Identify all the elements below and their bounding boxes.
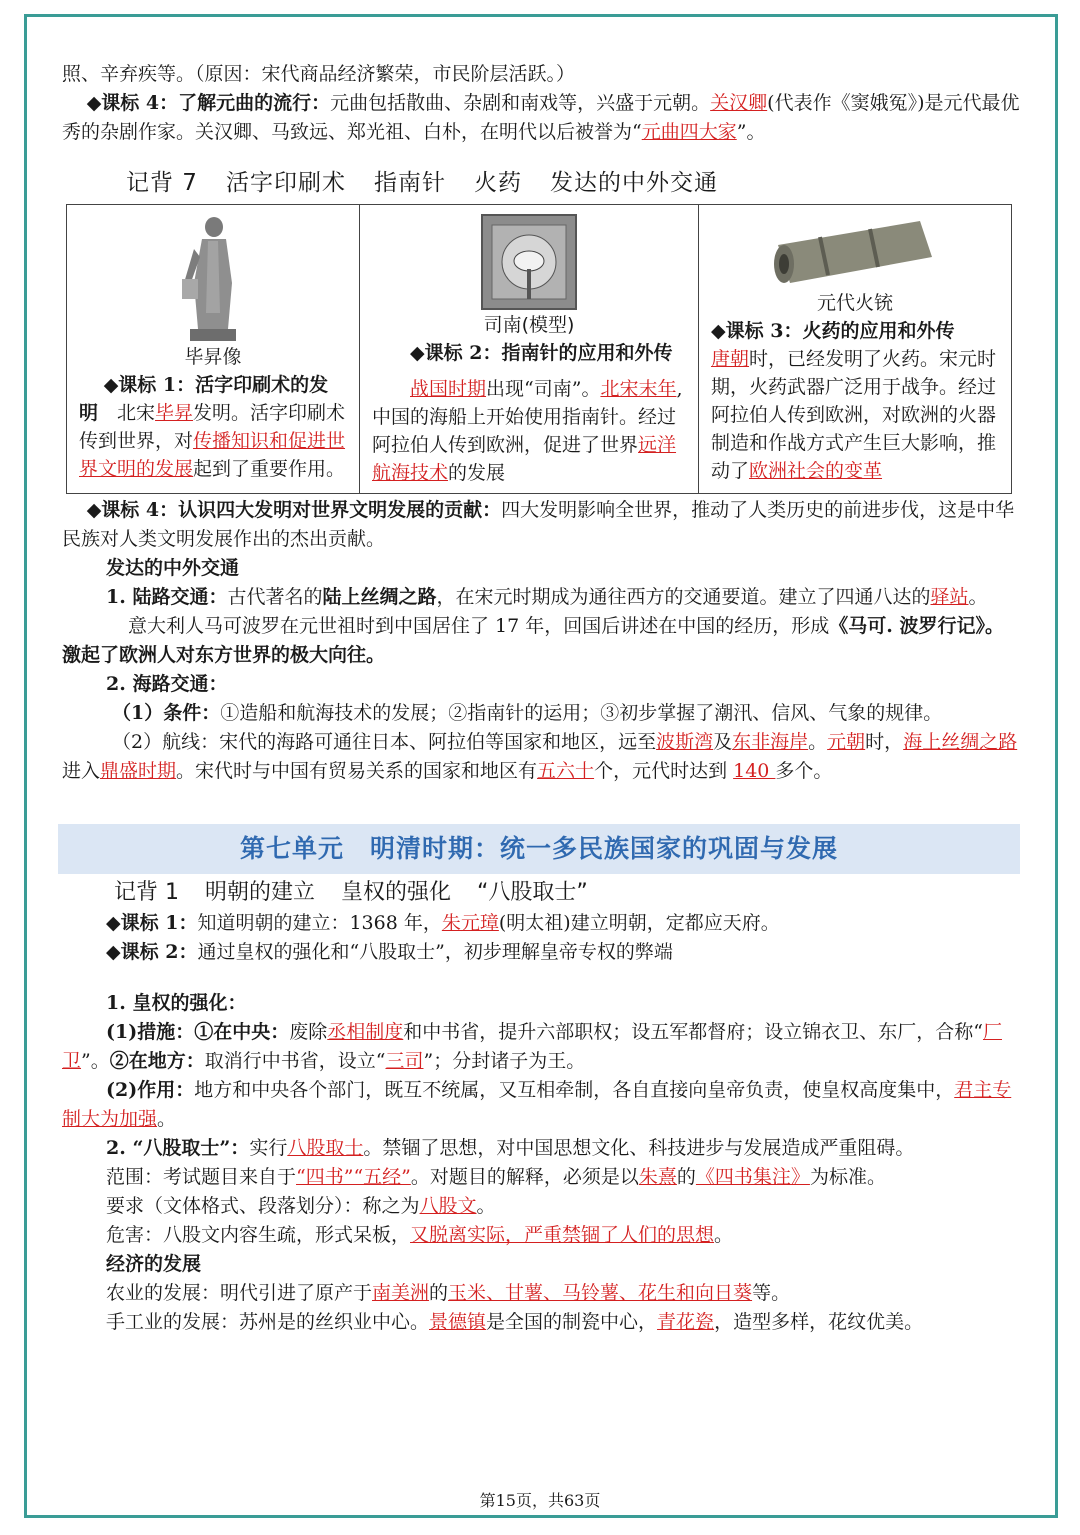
sea-conditions: [62, 699, 1020, 728]
bagu-scope: [62, 1163, 1020, 1192]
sinan-model-image: [480, 213, 578, 311]
compass-label: ◆课标 2：指南针的应用和外传: [410, 342, 673, 364]
u7-kb1-b: (明太祖)建立明朝，定都应天府。: [498, 912, 780, 934]
bagu-harm: [62, 1221, 1020, 1250]
compass-t2: ,中国的海船上开始使用指南针。经过阿拉伯人传到欧洲，促进了世界: [372, 378, 683, 456]
sea-label: 2. 海路交通：: [106, 673, 228, 695]
u7s1-topic-2: 皇权的强化: [341, 880, 452, 905]
bagu-a: 实行: [249, 1137, 288, 1159]
u7-kb1: [62, 909, 1020, 938]
yuan-handgun-image: [770, 213, 940, 289]
compass-t1: 出现“司南”。: [486, 378, 601, 400]
compass-text: [372, 375, 686, 487]
compass-late-song: 北宋末年: [600, 378, 677, 400]
page-footer: 第15页，共63页: [479, 1491, 601, 1510]
agri-c: 等。: [752, 1282, 791, 1304]
measures-label: (1)措施：: [106, 1021, 195, 1043]
measures-changwei: 厂卫: [62, 1021, 1002, 1072]
gunpowder-text: [711, 345, 999, 485]
measures-c: ”。: [81, 1050, 110, 1072]
printing-t3: 起到了重要作用。: [193, 458, 346, 480]
measures-a: 废除: [289, 1021, 328, 1043]
bisheng-statue-image: [178, 213, 248, 343]
measures-d: 取消行中书省，设立“: [204, 1050, 386, 1072]
bagu-term: 八股取士: [287, 1137, 364, 1159]
measures-e: ”；分封诸子为王。: [423, 1050, 586, 1072]
u7-kb1-a: 知道明朝的建立：1368 年，: [197, 912, 442, 934]
land-silk-road: 陆上丝绸之路: [322, 586, 437, 608]
printing-t1: 北宋: [98, 402, 156, 424]
unit7-section1-title: [114, 878, 1020, 907]
sea-routes: [62, 728, 1020, 786]
agri-crops: 玉米、甘薯、马铃薯、花生和向日葵: [448, 1282, 753, 1304]
gunpowder-tang: 唐朝: [711, 348, 750, 370]
route-h: 多个。: [775, 760, 833, 782]
power-effect: [62, 1076, 1020, 1134]
measures-chancellor: 丞相制度: [327, 1021, 404, 1043]
printing-t2: 发明。活字印刷术传到世界，对: [79, 402, 346, 452]
polo-b: 《马可. 波罗行记》。激起了欧洲人对东方世界的极大向往。: [62, 615, 1004, 666]
kb4-label: ◆课标 4：了解元曲的流行：: [86, 92, 331, 114]
u7s1-topic-3: “八股取士”: [477, 880, 588, 905]
route-a: （2）航线：宋代的海路可通往日本、阿拉伯等国家和地区，远至: [112, 731, 657, 753]
route-africa: 东非海岸: [732, 731, 809, 753]
printing-label: ◆课标 1：活字印刷术的发明: [79, 374, 329, 424]
kb4-text-c: ”。: [736, 121, 766, 143]
printing-bisheng: 毕昇: [155, 402, 194, 424]
u7-kb1-zhu: 朱元璋: [441, 912, 499, 934]
compass-warring: 战国时期: [410, 378, 487, 400]
hand-jingdezhen: 景德镇: [429, 1311, 487, 1333]
printing-significance: 传播知识和促进世界文明的发展: [79, 430, 346, 480]
kb4b-text: 四大发明影响全世界，推动了人类历史的前进步伐，这是中华民族对人类文明发展作出的杰出贡献。: [62, 499, 1015, 550]
route-f: 。宋代时与中国有贸易关系的国家和地区有: [176, 760, 538, 782]
u7-kb2-label: ◆课标 2：: [106, 941, 198, 963]
scope-a: 范围：考试题目来自于: [106, 1166, 297, 1188]
economy-agriculture: [62, 1279, 1020, 1308]
cond-text: ①造船和航海技术的发展；②指南针的运用；③初步掌握了潮汛、信风、气象的规律。: [220, 702, 943, 724]
sinan-caption: 司南(模型): [483, 314, 575, 336]
economy-heading: 经济的发展: [106, 1253, 202, 1275]
land-b: ，在宋元时期成为通往西方的交通要道。建立了四通八达的: [436, 586, 931, 608]
measures-local: ②在地方：: [109, 1050, 205, 1072]
printing-text: [79, 371, 347, 483]
inventions-table: [66, 204, 1012, 494]
unit7-title: 第七单元 明清时期：统一多民族国家的巩固与发展: [58, 824, 1020, 874]
hand-qinghuaci: 青花瓷: [657, 1311, 715, 1333]
handgun-caption: 元代火铳: [816, 292, 893, 314]
bagu-requirement: [62, 1192, 1020, 1221]
route-peak: 鼎盛时期: [100, 760, 177, 782]
route-d: 时，: [865, 731, 904, 753]
marco-polo: [62, 612, 1020, 670]
req-b: 。: [476, 1195, 496, 1217]
section7-title: [126, 169, 1020, 198]
bagu-line: [62, 1134, 1020, 1163]
effect-a: 地方和中央各个部门，既互不统属，又互相牵制，各自直接向皇帝负责，使皇权高度集中，: [194, 1079, 955, 1101]
land-label: 1. 陆路交通：: [106, 586, 228, 608]
compass-label-line: [372, 339, 686, 367]
scope-b: 。对题目的解释，必须是以: [410, 1166, 639, 1188]
agri-b: 的: [429, 1282, 449, 1304]
cond-label: （1）条件：: [112, 702, 221, 724]
intro-line: 照、辛弃疾等。（原因：宋代商品经济繁荣，市民阶层活跃。）: [62, 63, 576, 85]
req-bagu-wen: 八股文: [419, 1195, 477, 1217]
scope-d: 为标准。: [809, 1166, 886, 1188]
agri-south-america: 南美洲: [372, 1282, 430, 1304]
polo-a: 意大利人马可波罗在元世祖时到中国居住了 17 年，回国后讲述在中国的经历，形成: [128, 615, 830, 637]
measures-sansi: 三司: [385, 1050, 424, 1072]
measures-central: ①在中央：: [194, 1021, 290, 1043]
hand-a: 手工业的发展：苏州是的丝织业中心。: [106, 1311, 430, 1333]
cell-compass: [360, 205, 699, 494]
cell-printing: [67, 205, 360, 494]
route-e: 进入: [62, 760, 101, 782]
u7-kb2-text: 通过皇权的强化和“八股取士”，初步理解皇帝专权的弊端: [197, 941, 673, 963]
route-g: 个，元代时达到: [594, 760, 734, 782]
scope-books: “四书”“五经”: [296, 1166, 411, 1188]
gunpowder-europe: 欧洲社会的变革: [749, 460, 883, 482]
section7-topic-2: 指南针: [373, 170, 446, 196]
gunpowder-label: ◆课标 3：火药的应用和外传: [711, 320, 955, 342]
compass-t3: 的发展: [448, 462, 506, 484]
effect-strong: 君主专制大为加强: [62, 1079, 1012, 1130]
kb4b-label: ◆课标 4：认识四大发明对世界文明发展的贡献：: [86, 499, 502, 521]
kb4-guan: 关汉卿: [710, 92, 768, 114]
route-56: 五六十: [537, 760, 595, 782]
hand-c: ，造型多样，花纹优美。: [714, 1311, 924, 1333]
u7s1-topic-1: 明朝的建立: [205, 880, 316, 905]
bagu-b: 。禁锢了思想，对中国思想文化、科技进步与发展造成严重阻碍。: [363, 1137, 915, 1159]
land-route: [62, 583, 1020, 612]
scope-c: 的: [676, 1166, 696, 1188]
land-c: 。: [968, 586, 988, 608]
land-post: 驿站: [930, 586, 969, 608]
u7s1-num: 记背 1: [114, 880, 179, 905]
req-a: 要求（文体格式、段落划分）：称之为: [106, 1195, 420, 1217]
route-b: 及: [713, 731, 733, 753]
compass-navigation: 远洋航海技术: [372, 434, 677, 484]
kb4-contribution: [62, 496, 1020, 554]
traffic-heading: 发达的中外交通: [106, 557, 240, 579]
power-heading: 1. 皇权的强化：: [106, 992, 247, 1014]
bisheng-caption: 毕昇像: [184, 346, 242, 368]
kb4-text-a: 元曲包括散曲、杂剧和南戏等，兴盛于元朝。: [330, 92, 711, 114]
harm-c: 。: [714, 1224, 734, 1246]
cell-gunpowder: [699, 205, 1012, 494]
section7-topic-3: 火药: [473, 170, 522, 196]
kb4-four-masters: 元曲四大家: [641, 121, 737, 143]
route-persia: 波斯湾: [656, 731, 714, 753]
effect-b: 。: [157, 1108, 177, 1130]
scope-zhuxi: 朱熹: [638, 1166, 677, 1188]
u7-kb2: [62, 938, 1020, 967]
route-sea-silk: 海上丝绸之路: [903, 731, 1018, 753]
route-yuan: 元朝: [827, 731, 866, 753]
power-measures: [62, 1018, 1020, 1076]
route-c: 。: [808, 731, 828, 753]
gunpowder-label-line: [711, 317, 999, 345]
gunpowder-t1: 时，已经发明了火药。宋元时期，火药武器广泛用于战争。经过阿拉伯人传到欧洲，对欧洲的火器制造和作战方式产生巨大影响，推动了: [711, 348, 997, 482]
land-a: 古代著名的: [227, 586, 323, 608]
bagu-heading: 2. “八股取士”：: [106, 1137, 250, 1159]
u7-kb1-label: ◆课标 1：: [106, 912, 198, 934]
section7-topic-4: 发达的中外交通: [549, 170, 718, 196]
kb4-text-b: (代表作《窦娥冤》)是元代最优秀的杂剧作家。关汉卿、马致远、郑光祖、白朴，在明代以后被誉为“: [62, 92, 1020, 143]
economy-handicraft: [62, 1308, 1020, 1337]
route-140: 140: [733, 760, 776, 782]
measures-b: 和中书省，提升六部职权；设五军都督府；设立锦衣卫、东厂，合称“: [403, 1021, 983, 1043]
kb4-yuanqu: [62, 89, 1020, 147]
page-content: [62, 60, 1020, 1337]
agri-a: 农业的发展：明代引进了原产于: [106, 1282, 373, 1304]
section7-num: 记背 7: [126, 170, 198, 196]
effect-label: (2)作用：: [106, 1079, 195, 1101]
harm-b: 又脱离实际，严重禁锢了人们的思想: [410, 1224, 715, 1246]
scope-jizhu: 《四书集注》: [695, 1166, 810, 1188]
harm-a: 危害：八股文内容生疏，形式呆板，: [106, 1224, 411, 1246]
section7-topic-1: 活字印刷术: [225, 170, 346, 196]
hand-b: 是全国的制瓷中心，: [486, 1311, 658, 1333]
